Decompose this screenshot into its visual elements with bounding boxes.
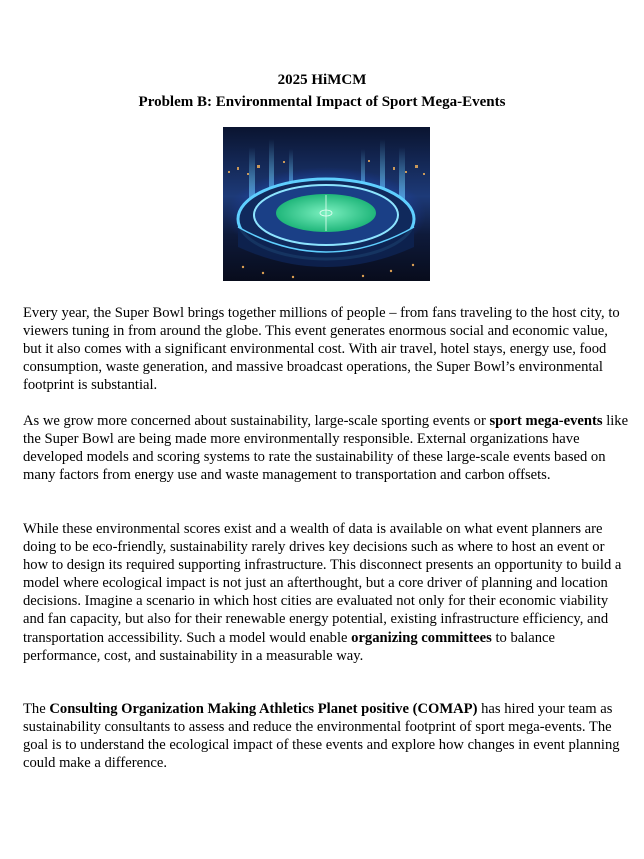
paragraph-comap [23,700,629,772]
paragraph-text: The [23,701,46,717]
paragraph-text: While these environmental scores exist and a wealth of data is available on what event planners are doing to be eco-friendly, sustainability rarely drives key decisions such as where to host an event or how to design its required supporting infrastructure. This disconnect presents an opportunity to build a model where ecological impact is not just an afterthought, but a core driver of planning and location decisions. Imagine a scenario in which host cities are evaluated not only for their economic viability and fan capacity, but also for their renewable energy potential, existing infrastructure efficiency, and transportation accessibility. Such a model would enable [23,521,622,646]
paragraph-text: As we grow more concerned about sustainability, large-scale sporting events or [23,413,486,429]
stadium-illustration [223,127,430,281]
problem-title: Problem B: Environmental Impact of Sport Mega-Events [138,94,506,110]
bold-term: organizing committees [351,629,492,646]
paragraph-text: to balance performance, cost, and sustainability in a measurable way. [23,629,556,664]
paragraph-model-opportunity [23,520,629,665]
paragraph-sustainability [23,412,629,484]
bold-term: sport mega-events [489,413,603,429]
paragraph-intro: Every year, the Super Bowl brings together millions of people – from fans traveling to the host city, to viewers tuning in from around the globe. This event generates enormous social and economic value, but it also comes with a significant environmental cost. With air travel, hotel stays, energy use, food consumption, waste generation, and massive broadcast operations, the Super Bowl’s environmental footprint is substantial. [23,305,620,394]
organization-name: Consulting Organization Making Athletics Planet positive (COMAP) [49,701,478,717]
document-title: 2025 HiMCM [277,72,367,88]
paragraph-text: like the Super Bowl are being made more environmentally responsible. External organizations have developed models and scoring systems to rate the sustainability of these large-scale events based on many factors from energy use and waste management to transportation and carbon offsets. [23,413,629,484]
paragraph-text: has hired your team as sustainability consultants to assess and reduce the environmental footprint of sport mega-events. The goal is to understand the ecological impact of these events and explore how changes in event planning could make a difference. [23,701,620,772]
